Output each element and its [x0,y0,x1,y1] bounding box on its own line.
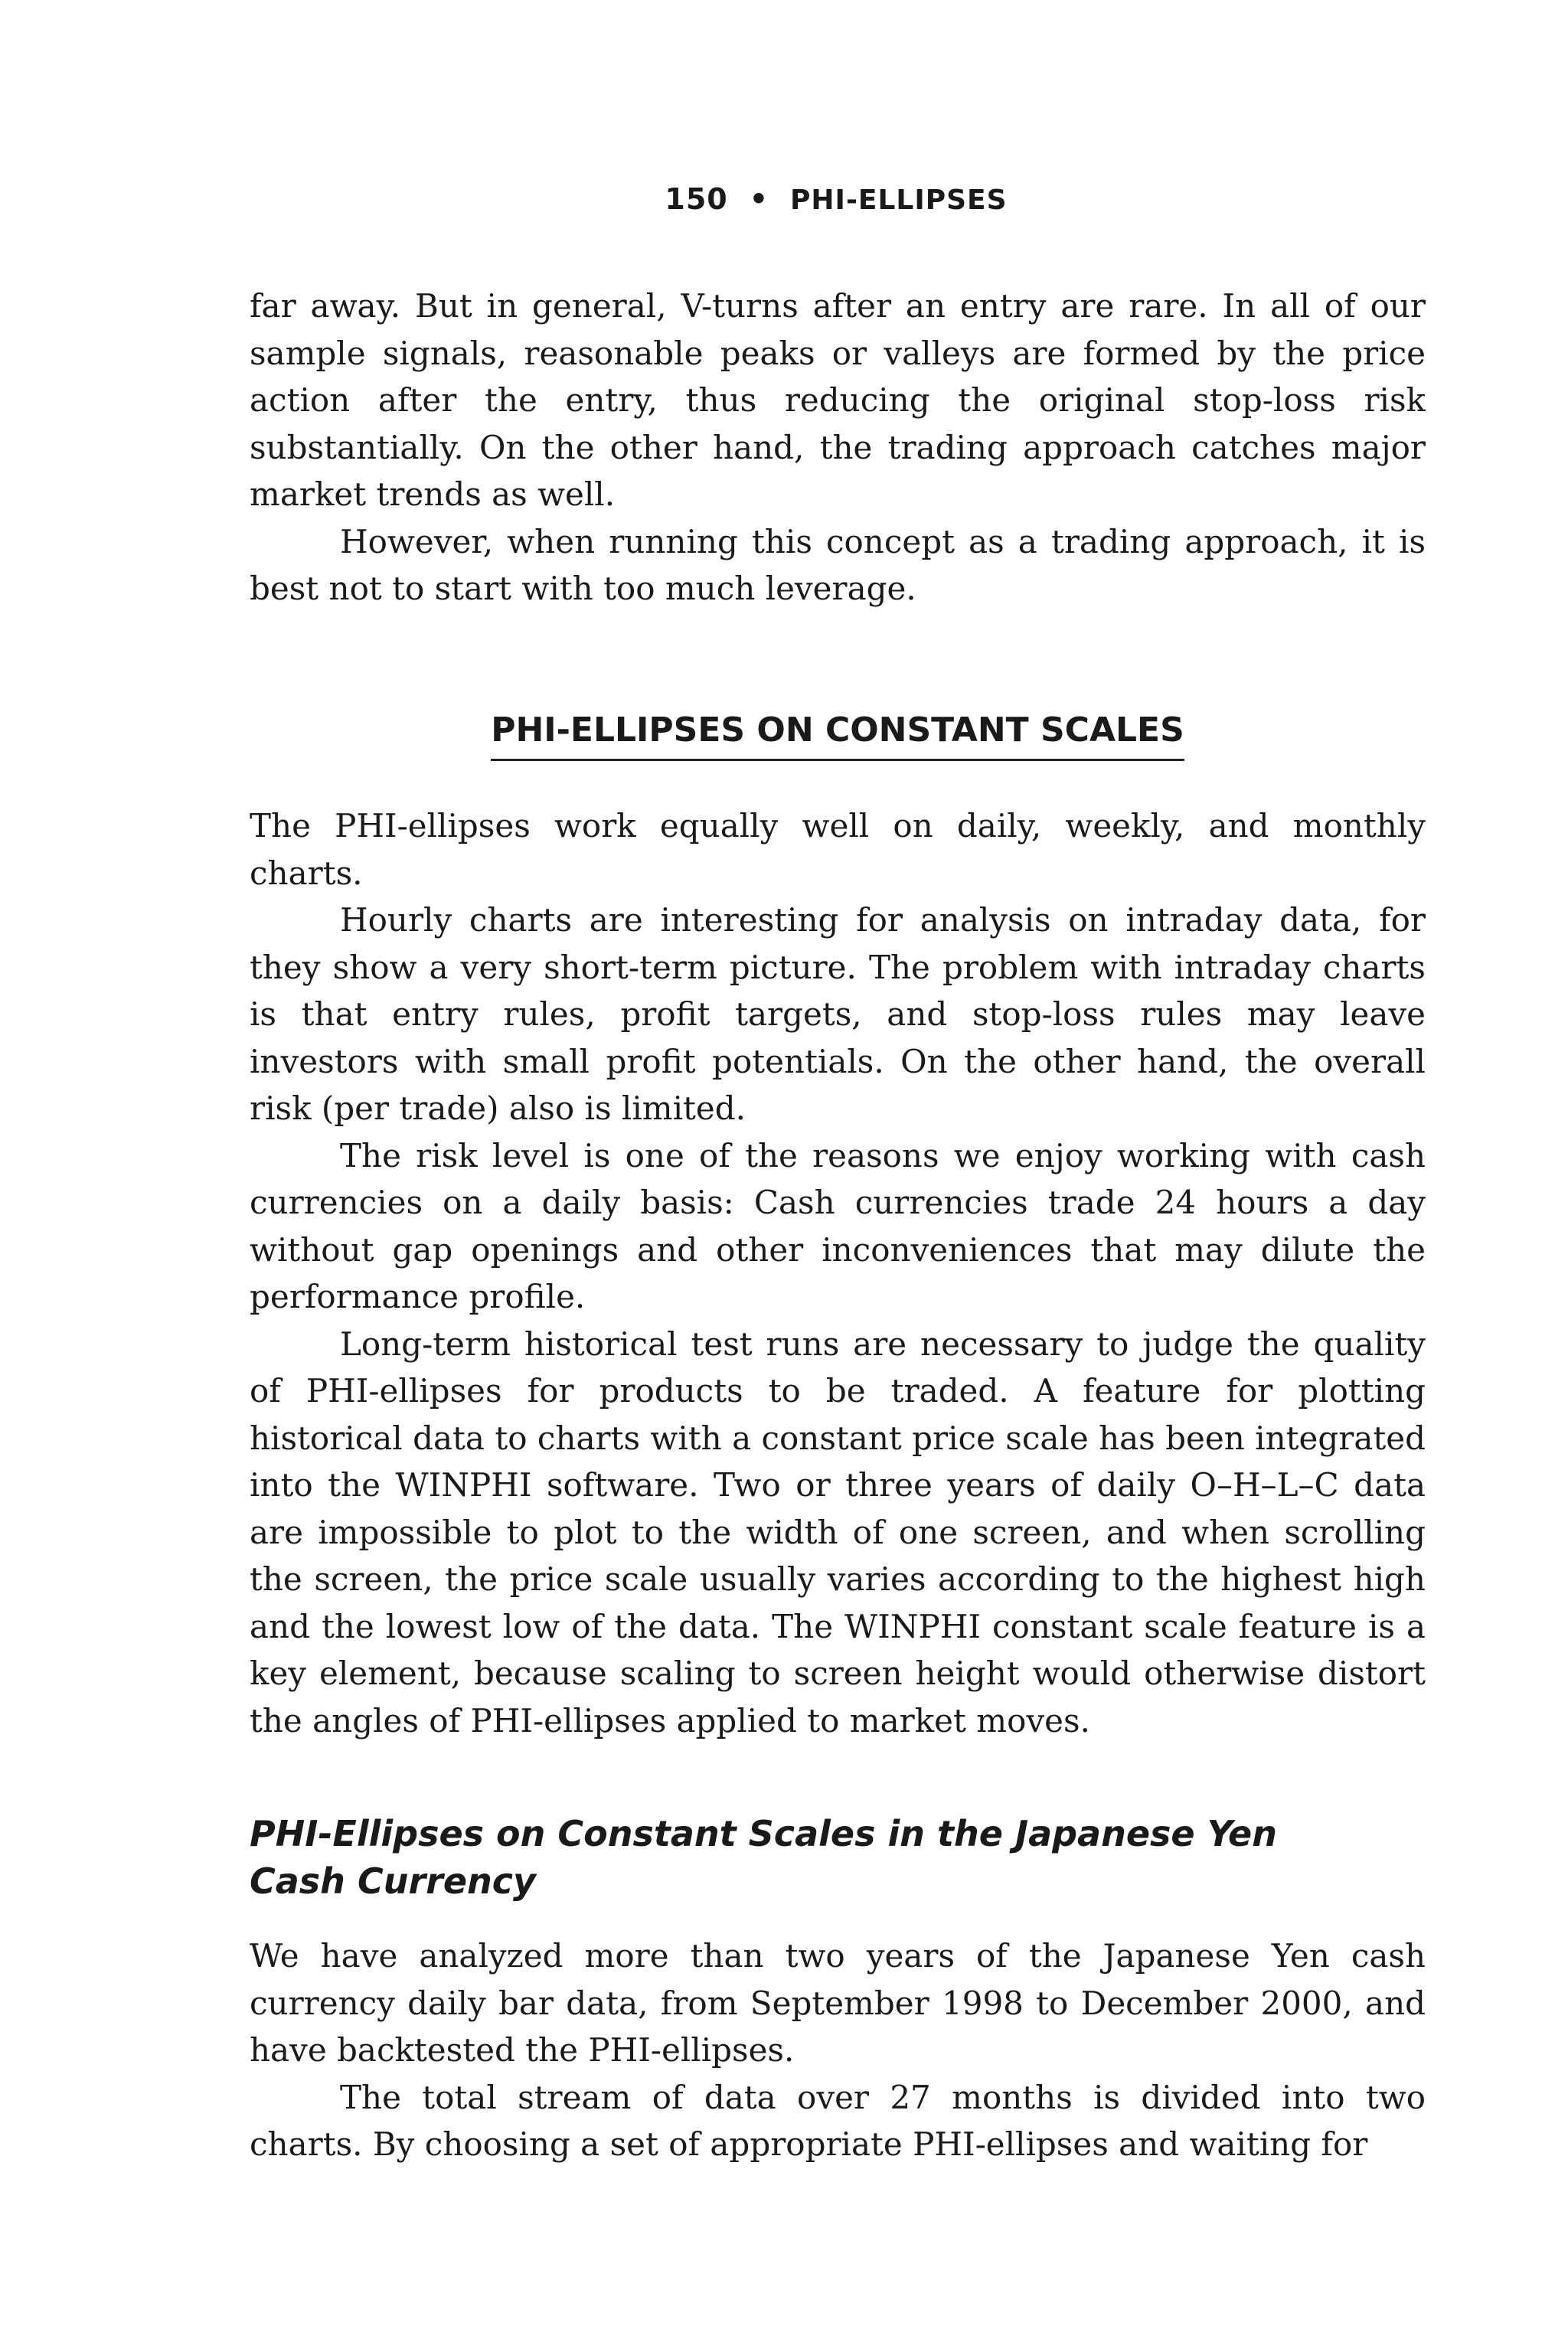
subsection-heading [250,1810,1321,1905]
paragraph: The total stream of data over 27 months is divided into two charts. By choosing a set of appropriate PHI-ellipses and waiting for [250,2078,1426,2163]
paragraph: Long-term historical test runs are necessary to judge the quality of PHI-ellipses for products to be traded. A feature for plotting historical data to charts with a constant price scale has been integrated into the WINPHI software. Two or three years of daily O–H–L–C data are impossible to plot to the width of one screen, and when scrolling the screen, the price scale usually varies according to the highest high and the lowest low of the data. The WINPHI constant scale feature is a key element, because scaling to screen height would otherwise distort the angles of PHI-ellipses applied to market moves. [250,1325,1426,1740]
subsection-heading-line: Cash Currency [250,1860,537,1902]
running-header [0,182,1568,216]
paragraph: We have analyzed more than two years of the Japanese Yen cash currency daily bar data, from September 1998 to December 2000, and have backtested the PHI-ellipses. [250,1937,1426,2069]
subsection-heading-line: PHI-Ellipses on Constant Scales in the Japanese Yen [250,1813,1277,1854]
paragraph: Hourly charts are interesting for analysis on intraday data, for they show a very short-term picture. The problem with intraday charts is that entry rules, profit targets, and stop-loss rules may leave investors with small profit potentials. On the other hand, the overall risk (per trade) also is limited. [250,901,1426,1127]
section-heading [0,710,1568,761]
page-number: 150 [665,182,728,216]
header-section-title: PHI-ELLIPSES [790,185,1008,216]
header-separator: • [749,182,769,216]
section-heading-text: PHI-ELLIPSES ON CONSTANT SCALES [491,710,1184,761]
text-block-yen [250,1932,1426,2168]
paragraph: The risk level is one of the reasons we enjoy working with cash currencies on a daily basis: Cash currencies trade 24 hours a day without gap openings and other inconveniences that may dilute the performance profile. [250,1136,1426,1315]
paragraph: However, when running this concept as a trading approach, it is best not to start with too much leverage. [250,522,1426,607]
text-block-intro [250,283,1426,612]
text-block-constant-scales [250,802,1426,1744]
paragraph: far away. But in general, V-turns after an entry are rare. In all of our sample signals, reasonable peaks or valleys are formed by the price action after the entry, thus reducing the original stop-loss risk substantially. On the other hand, the trading approach catches major market trends as well. [250,287,1426,513]
paragraph: The PHI-ellipses work equally well on daily, weekly, and monthly charts. [250,807,1426,892]
